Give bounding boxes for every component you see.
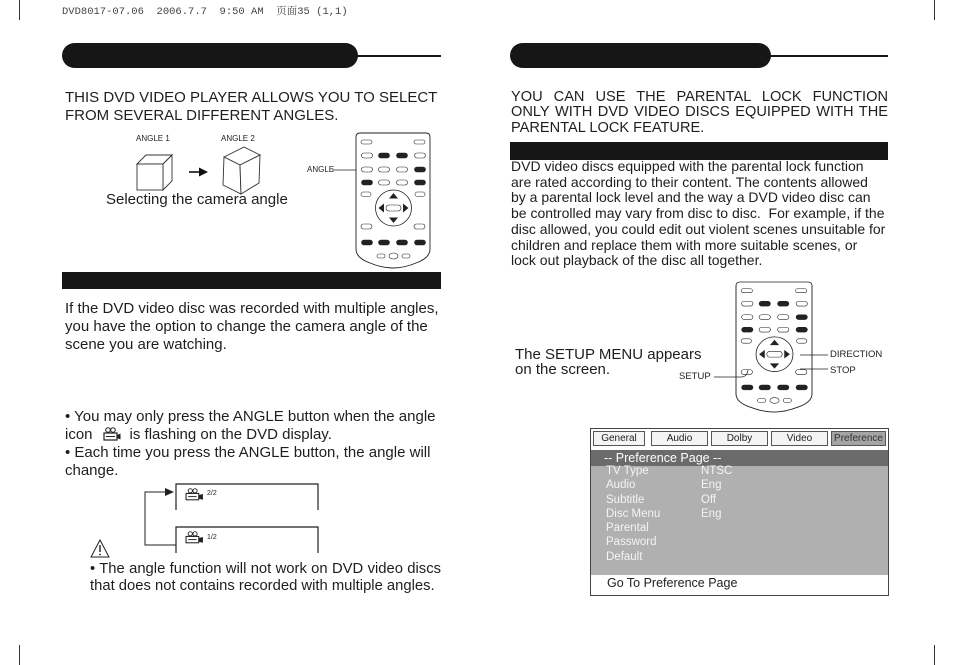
tab-preference: Preference — [831, 431, 886, 446]
remote-button — [778, 327, 789, 332]
note-line: • The angle function will not work on DVD video discs — [90, 561, 441, 577]
remote-button — [414, 140, 425, 144]
setup-note-line: on the screen. — [515, 361, 611, 378]
paragraph-line: are rated according to their content. The contents allowed — [511, 173, 868, 190]
remote-button — [402, 254, 410, 258]
tab-dolby: Dolby — [711, 431, 768, 446]
remote-button — [362, 153, 373, 158]
menu-row-value: NTSC — [701, 465, 733, 477]
remote-button — [759, 385, 770, 390]
tab-general: General — [593, 431, 645, 446]
menu-row-value: Eng — [701, 507, 722, 520]
angle2-label: ANGLE 2 — [221, 134, 255, 143]
remote-enter-button — [386, 205, 401, 211]
angle-icon — [186, 532, 203, 543]
remote-button — [379, 180, 390, 185]
remote-direction-label: DIRECTION — [830, 349, 883, 360]
note-line: that does not contains recorded with multiple angles. — [90, 578, 435, 594]
remote-button — [796, 370, 807, 375]
remote-enter-button — [767, 351, 782, 357]
remote-button — [770, 398, 779, 404]
setup-note-line: The SETUP MENU appears — [515, 346, 702, 363]
arrow-icon — [189, 168, 208, 177]
remote-button — [796, 385, 807, 390]
remote-button — [796, 289, 807, 293]
remote-power-button — [361, 140, 372, 144]
menu-footer-hint: Go To Preference Page — [607, 576, 738, 590]
menu-row-label: TV Type — [606, 465, 649, 477]
menu-row-label: Audio — [606, 479, 636, 492]
paragraph-line: be controlled may vary from disc to disc. For example, if the — [511, 205, 885, 222]
remote-button — [778, 385, 789, 390]
remote-button — [415, 240, 426, 245]
figure-caption-text: Selecting the camera angle — [106, 191, 288, 208]
paragraph-line: DVD video discs equipped with the parental lock function — [511, 158, 864, 174]
remote-button — [377, 254, 385, 258]
menu-row-value: Eng — [701, 479, 722, 492]
remote-button — [397, 240, 408, 245]
cube-front-face — [137, 164, 163, 190]
remote-setup-label: SETUP — [679, 371, 711, 382]
remote-button — [742, 301, 753, 306]
remote-button — [796, 327, 807, 332]
remote-angle-label: ANGLE — [307, 165, 335, 174]
cycle-arrowhead — [165, 488, 174, 496]
remote-button — [778, 315, 789, 320]
paragraph-line: by a parental lock level and the way a DVD video disc can — [511, 189, 871, 206]
menu-row-value: Off — [701, 493, 717, 506]
remote-control-icon — [736, 282, 812, 412]
angle-icon — [186, 489, 203, 500]
angle-intro-line: scene you are watching. — [65, 336, 227, 353]
bullet-line: • You may only press the ANGLE button when the angle — [65, 408, 436, 425]
screen-top-counter: 2/2 — [207, 490, 217, 497]
parental-heading-line: PARENTAL LOCK FEATURE. — [511, 119, 705, 136]
remote-button — [759, 327, 770, 332]
screen-angle-2 — [176, 484, 318, 510]
remote-button — [362, 240, 373, 245]
remote-button — [389, 253, 398, 259]
remote-button — [759, 315, 770, 320]
menu-row-label: Default — [606, 550, 643, 563]
remote-button — [361, 192, 371, 197]
remote-button — [397, 153, 408, 158]
tab-audio: Audio — [651, 431, 708, 446]
angle-heading-line: FROM SEVERAL DIFFERENT ANGLES. — [65, 107, 339, 124]
remote-power-button — [741, 289, 752, 293]
menu-row-label: Subtitle — [606, 493, 645, 506]
remote-button — [415, 153, 426, 158]
tab-video: Video — [771, 431, 828, 446]
remote-control-icon — [356, 133, 430, 268]
menu-row-label: Parental — [606, 522, 649, 535]
remote-button — [397, 167, 408, 172]
remote-button — [415, 167, 426, 172]
remote-button — [414, 224, 425, 229]
remote-button — [415, 192, 425, 197]
remote-button — [796, 315, 807, 320]
remote-button — [361, 224, 372, 229]
parental-heading-line: ONLY WITH DVD VIDEO DISCS EQUIPPED WITH THE — [511, 104, 888, 120]
remote-stop-label: STOP — [830, 365, 856, 376]
bullet-line: • Each time you press the ANGLE button, the angle will — [65, 444, 431, 461]
angle-intro-line: If the DVD video disc was recorded with multiple angles, — [65, 300, 439, 317]
remote-button — [741, 339, 751, 343]
print-info: DVD8017-07.06 2006.7.7 9:50 AM 页面35 (1,1) — [62, 6, 348, 18]
remote-button — [778, 301, 789, 306]
remote-button — [759, 301, 770, 306]
menu-row-label: Password — [606, 536, 657, 549]
angle1-label: ANGLE 1 — [136, 134, 170, 143]
angle-intro-line: you have the option to change the camera angle of the — [65, 318, 428, 335]
remote-button — [742, 385, 753, 390]
bullet-text: icon — [65, 426, 93, 443]
remote-button — [397, 180, 408, 185]
menu-page-title: -- Preference Page -- — [604, 451, 722, 465]
remote-button — [379, 167, 390, 172]
cycle-bracket — [145, 492, 176, 545]
paragraph-line: children and replace them with more suitable scenes, or — [511, 236, 858, 253]
remote-button — [796, 301, 807, 306]
paragraph-line: disc allowed, you could edit out violent scenes unsuitable for — [511, 220, 886, 237]
remote-button — [797, 339, 807, 343]
remote-button — [362, 167, 373, 172]
cube-icon — [137, 155, 172, 190]
remote-button — [415, 180, 426, 185]
parental-heading-line: YOU CAN USE THE PARENTAL LOCK FUNCTION — [511, 88, 888, 105]
bullet-text: is flashing on the DVD display. — [129, 426, 332, 443]
remote-button — [783, 399, 791, 403]
remote-button — [742, 327, 753, 332]
paragraph-line: lock out playback of the disc all together. — [511, 252, 763, 269]
remote-button — [758, 399, 766, 403]
bullet-line: change. — [65, 462, 119, 479]
remote-button — [379, 240, 390, 245]
screen-angle-1 — [176, 527, 318, 553]
angle-heading-line: THIS DVD VIDEO PLAYER ALLOWS YOU TO SELECT — [65, 89, 438, 106]
warning-icon — [91, 540, 109, 557]
remote-button — [362, 180, 373, 185]
screen-bottom-counter: 1/2 — [207, 534, 217, 541]
menu-row-label: Disc Menu — [606, 507, 661, 520]
remote-button — [742, 315, 753, 320]
remote-button — [379, 153, 390, 158]
cube-icon — [223, 147, 260, 194]
